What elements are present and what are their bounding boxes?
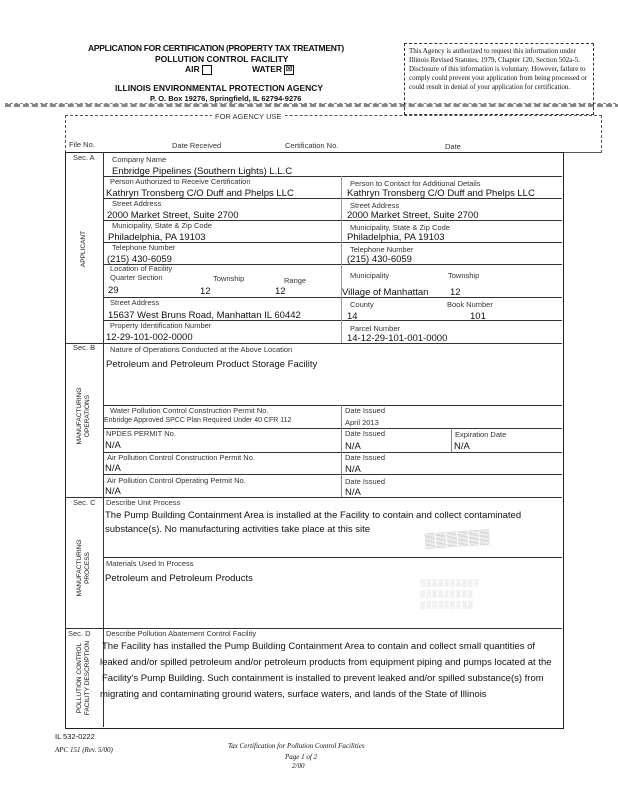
facility-description-side-label: POLLUTION CONTROL FACILITY DESCRIPTION (76, 640, 91, 716)
agency-use-title: FOR AGENCY USE (212, 112, 285, 121)
air-construction-label: Air Pollution Control Construction Permit No. (107, 453, 255, 462)
range-field[interactable]: 12 (275, 286, 286, 297)
expiration-field[interactable]: N/A (454, 441, 470, 452)
abatement-description-line[interactable]: Facility's Pump Building. Such containment is installed to prevent leaked and/or spilled substance(s) from (102, 673, 544, 684)
pin-field[interactable]: 12-29-101-002-0000 (106, 332, 193, 343)
wpc-permit-field[interactable]: Enbridge Approved SPCC Plan Required Under 40 CFR 112 (104, 417, 292, 424)
parcel-label: Parcel Number (350, 324, 401, 333)
process-side-label: MANUFACTURING PROCESS (76, 539, 91, 597)
street-field[interactable]: 2000 Market Street, Suite 2700 (107, 210, 239, 221)
date-received-label: Date Received (172, 141, 222, 150)
county-label: County (350, 300, 374, 309)
contact-municipality-field[interactable]: Philadelphia, PA 19103 (347, 232, 445, 243)
form-title: APPLICATION FOR CERTIFICATION (PROPERTY TAX TREATMENT) (88, 43, 344, 53)
form-subtitle: POLLUTION CONTROL FACILITY (155, 54, 289, 64)
npdes-label: NPDES PERMIT No. (106, 429, 176, 438)
npdes-date-field[interactable]: N/A (345, 441, 361, 452)
sec-b-label: Sec. B (73, 343, 96, 352)
company-label: Company Name (112, 155, 167, 164)
column-line (451, 428, 452, 452)
quarter-section-label: Quarter Section (110, 273, 163, 282)
company-field[interactable]: Enbridge Pipelines (Southern Lights) L.L.C (112, 166, 293, 177)
telephone-label: Telephone Number (112, 243, 176, 252)
contact-person-field[interactable]: Kathryn Tronsberg C/O Duff and Phelps LLC (347, 188, 535, 199)
agency-name: ILLINOIS ENVIRONMENTAL PROTECTION AGENCY (115, 83, 324, 93)
abatement-label: Describe Pollution Abatement Control Facility (106, 629, 257, 638)
received-stamp: ▒▒▒▒▒▒ (424, 527, 491, 549)
file-no-label: File No. (69, 140, 95, 149)
air-operating-field[interactable]: N/A (105, 486, 121, 497)
wpc-permit-label: Water Pollution Control Construction Permit No. (110, 406, 269, 415)
quarter-section-field[interactable]: 29 (108, 285, 119, 296)
contact-street-field[interactable]: 2000 Market Street, Suite 2700 (347, 210, 479, 221)
process-description-line[interactable]: substance(s). No manufacturing activities take place at this site (105, 524, 371, 535)
form-number: IL 532-0222 (55, 732, 95, 741)
contact-person-label: Person to Contact for Additional Details (350, 179, 481, 188)
air-label: AIR (185, 64, 200, 74)
faded-stamp: ░░░░░░░░░░ ░░░░░░░░░ ░░░░░░░░░ (420, 580, 480, 609)
air-checkbox[interactable] (185, 64, 212, 75)
air-operating-date-label: Date Issued (345, 477, 386, 486)
facility-township-field[interactable]: 12 (450, 287, 461, 298)
wpc-date-field[interactable]: April 2013 (345, 418, 379, 427)
contact-municipality-label: Municipality, State & Zip Code (350, 223, 450, 232)
contact-street-label: Street Address (350, 201, 400, 210)
facility-street-label: Street Address (110, 298, 160, 307)
npdes-date-label: Date Issued (345, 429, 386, 438)
parcel-field[interactable]: 14-12-29-101-001-0000 (347, 333, 448, 344)
privacy-notice: This Agency is authorized to request this information under Illinois Revised Statutes, 1979, Chapter 120, Section 502a-5. Disclosure of this information is voluntary. However, failure to comply could prevent your application from being processed or could result in denial of your application for certification. (404, 43, 594, 115)
abatement-description-line[interactable]: The Facility has installed the Pump Building Containment Area to contain and collect small quantities of (102, 641, 536, 652)
materials-label: Materials Used In Process (106, 559, 194, 568)
air-operating-label: Air Pollution Control Operating Permit No. (107, 476, 246, 485)
facility-municipality-label: Municipality (350, 271, 390, 280)
street-label: Street Address (112, 199, 162, 208)
authorized-person-label: Person Authorized to Receive Certification (110, 177, 251, 186)
contact-telephone-label: Telephone Number (350, 245, 414, 254)
air-construction-date-label: Date Issued (345, 453, 386, 462)
township-label: Township (213, 274, 245, 283)
date-label: Date (445, 142, 461, 151)
row-line (103, 297, 562, 298)
expiration-label: Expiration Date (455, 430, 507, 439)
row-line (103, 557, 562, 558)
municipality-label: Municipality, State & Zip Code (112, 221, 212, 230)
wpc-date-label: Date Issued (345, 406, 386, 415)
water-checkbox[interactable] (252, 64, 294, 75)
sec-c-label: Sec. C (73, 498, 96, 507)
npdes-field[interactable]: N/A (105, 440, 121, 451)
certification-no-label: Certification No. (285, 141, 339, 150)
pin-label: Property Identification Number (110, 321, 212, 330)
facility-township-label: Township (448, 271, 480, 280)
location-label: Location of Facility (110, 264, 173, 273)
nature-label: Nature of Operations Conducted at the Above Location (110, 345, 293, 354)
county-field[interactable]: 14 (347, 311, 358, 322)
facility-street-field[interactable]: 15637 West Bruns Road, Manhattan IL 60442 (108, 310, 301, 321)
book-number-label: Book Number (447, 300, 493, 309)
row-line (103, 198, 562, 199)
nature-field[interactable]: Petroleum and Petroleum Product Storage Facility (106, 359, 318, 370)
contact-telephone-field[interactable]: (215) 430-6059 (347, 254, 412, 265)
operations-side-label: MANUFACTURING OPERATIONS (76, 387, 91, 445)
air-construction-date-field[interactable]: N/A (345, 464, 361, 475)
authorized-person-field[interactable]: Kathryn Tronsberg C/O Duff and Phelps LLC (106, 188, 294, 199)
footer-title: Tax Certification for Pollution Control Facilities (228, 742, 365, 750)
materials-field[interactable]: Petroleum and Petroleum Products (105, 573, 253, 584)
footer-date: 2/00 (292, 762, 305, 770)
column-line (341, 405, 342, 497)
sec-a-label: Sec. A (73, 153, 95, 162)
township-field[interactable]: 12 (200, 286, 211, 297)
facility-municipality-field[interactable]: Village of Manhattan (342, 287, 429, 298)
air-construction-field[interactable]: N/A (105, 463, 121, 474)
air-operating-date-field[interactable]: N/A (345, 487, 361, 498)
water-label: WATER (252, 64, 283, 74)
municipality-field[interactable]: Philadelphia, PA 19103 (108, 232, 206, 243)
abatement-description-line[interactable]: migrating and contaminating ground waters, surface waters, and lands of the State of Illinois (100, 689, 487, 700)
row-line (103, 474, 562, 475)
abatement-description-line[interactable]: leaked and/or spilled petroleum and/or petroleum products from equipment piping and pumps located at the (100, 657, 552, 668)
section-divider (65, 343, 562, 344)
telephone-field[interactable]: (215) 430-6059 (107, 254, 172, 265)
page-number: Page 1 of 2 (285, 753, 318, 761)
applicant-side-label: APPLICANT (80, 230, 87, 268)
sec-d-label: Sec. D (68, 629, 91, 638)
book-number-field[interactable]: 101 (470, 311, 486, 322)
column-line (341, 176, 342, 343)
process-description-line[interactable]: The Pump Building Containment Area is installed at the Facility to contain and collect contaminated (105, 510, 522, 521)
agency-address: P. O. Box 19276, Springfield, IL 62794-9276 (150, 94, 302, 103)
range-label: Range (284, 276, 307, 285)
check-icon: ☒ (285, 65, 293, 73)
apc-number: APC 151 (Rev. 5/00) (55, 746, 113, 754)
describe-process-label: Describe Unit Process (106, 498, 181, 507)
